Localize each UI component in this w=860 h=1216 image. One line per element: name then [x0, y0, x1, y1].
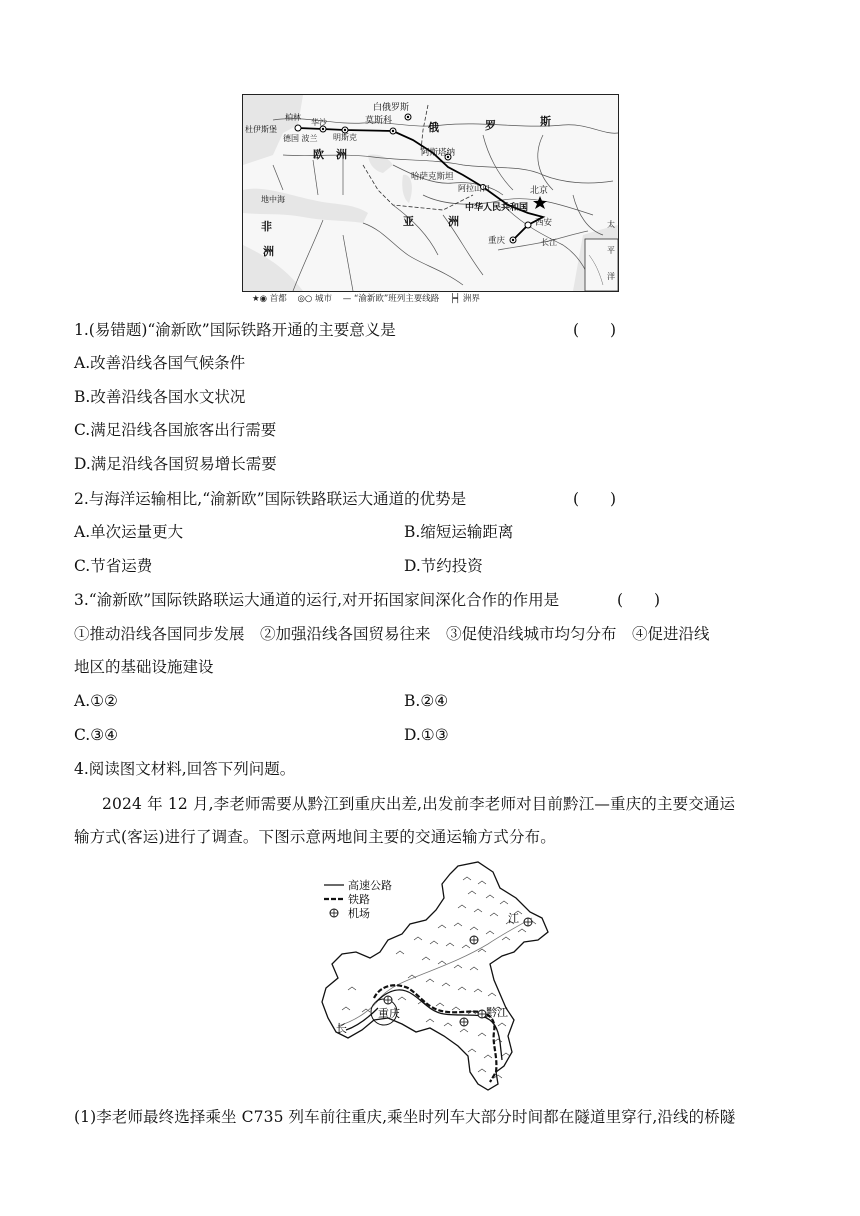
yuxinou-route-map — [242, 94, 619, 292]
question-1-answer-blank[interactable]: ( ) — [573, 321, 617, 339]
ural-boundary-line — [421, 105, 428, 150]
label-moscow: 莫斯科 — [365, 116, 393, 126]
duisburg-city-marker — [295, 125, 301, 131]
q3-option-a[interactable]: A.①② — [74, 692, 118, 710]
label-xian: 西安 — [535, 218, 553, 228]
label-yangtze: 长江 — [541, 238, 557, 247]
question-3-stem: 3.“渝新欧”国际铁路联运大通道的运行,对开拓国家间深化合作的作用是 — [74, 591, 560, 609]
label-chongqing: 重庆 — [488, 236, 506, 246]
label-europe-zhou: 洲 — [336, 148, 347, 161]
question-2-answer-blank[interactable]: ( ) — [573, 490, 617, 508]
label-kazakhstan: 哈萨克斯坦 — [411, 172, 454, 182]
label-mediterranean: 地中海 — [261, 195, 285, 204]
label-beijing: 北京 — [530, 186, 549, 196]
label-china: 中华人民共和国 — [465, 203, 529, 213]
q3-statements-line-2: 地区的基础设施建设 — [74, 658, 214, 676]
label-berlin: 柏林 — [285, 113, 301, 122]
q1-option-d[interactable]: D.满足沿线各国贸易增长需要 — [74, 455, 277, 473]
label-warsaw: 华沙 — [311, 118, 327, 127]
question-3-answer-blank[interactable]: ( ) — [617, 591, 661, 609]
q2-option-b[interactable]: B.缩短运输距离 — [404, 523, 514, 541]
legend-highway-label: 高速公路 — [348, 879, 392, 892]
legend-city: ◎○ 城市 — [297, 294, 333, 304]
black-sea — [368, 154, 393, 173]
legend-boundary: ┝┥ 洲界 — [449, 294, 480, 304]
question-1-stem: 1.(易错题)“渝新欧”国际铁路开通的主要意义是 — [74, 321, 396, 339]
q1-option-a[interactable]: A.改善沿线各国气候条件 — [74, 354, 246, 372]
label-alashankou: 阿拉山口 — [458, 184, 490, 193]
question-4-1-stem: (1)李老师最终选择乘坐 C735 列车前往重庆,乘坐时列车大部分时间都在隧道里穿行,沿线的桥隧 — [74, 1108, 736, 1126]
label-russia-e: 俄 — [428, 121, 439, 134]
label-chang: 长 — [336, 1022, 347, 1035]
label-pacific-tai: 太 — [607, 220, 615, 229]
q4-material-line-2: 输方式(客运)进行了调查。下图示意两地间主要的交通运输方式分布。 — [74, 828, 556, 846]
chongqing-transport-map — [318, 860, 554, 1092]
legend-railway-label: 铁路 — [348, 893, 370, 906]
mediterranean-sea — [243, 189, 368, 223]
yuxinou-railway-route — [298, 128, 543, 240]
xian-city-marker — [525, 222, 531, 228]
label-russia-luo: 罗 — [485, 119, 496, 132]
question-4-stem: 4.阅读图文材料,回答下列问题。 — [74, 760, 296, 778]
q3-option-c[interactable]: C.③④ — [74, 726, 119, 744]
label-europe-ou: 欧 — [313, 148, 324, 161]
q2-option-c[interactable]: C.节省运费 — [74, 557, 153, 575]
q3-option-d[interactable]: D.①③ — [404, 726, 449, 744]
legend-route: — “渝新欧”班列主要线路 — [342, 294, 440, 304]
q1-option-c[interactable]: C.满足沿线各国旅客出行需要 — [74, 421, 277, 439]
label-asia-ya: 亚 — [403, 215, 414, 228]
label-chongqing: 重庆 — [378, 1007, 400, 1020]
label-jiang: 江 — [508, 912, 519, 925]
q1-option-b[interactable]: B.改善沿线各国水文状况 — [74, 388, 246, 406]
legend-capital: ★◉ 首都 — [252, 294, 287, 304]
label-minsk: 明斯克 — [333, 133, 357, 142]
label-belarus: 白俄罗斯 — [373, 103, 410, 113]
transport-map-legend — [324, 878, 392, 920]
route-map-legend — [252, 292, 488, 304]
q2-option-d[interactable]: D.节约投资 — [404, 557, 483, 575]
q3-statements-line-1: ①推动沿线各国同步发展 ②加强沿线各国贸易往来 ③促使沿线城市均匀分布 ④促进沿线 — [74, 625, 710, 643]
label-germany-poland: 德国 波兰 — [283, 134, 318, 143]
label-russia-si: 斯 — [540, 115, 551, 128]
label-pacific-ping: 平 — [607, 246, 615, 255]
q3-option-b[interactable]: B.②④ — [404, 692, 449, 710]
label-duisburg: 杜伊斯堡 — [245, 125, 277, 134]
label-africa-fei: 非 — [261, 220, 272, 233]
label-pacific-yang: 洋 — [607, 272, 615, 281]
q2-option-a[interactable]: A.单次运量更大 — [74, 523, 184, 541]
label-qianjiang: 黔江 — [486, 1006, 508, 1019]
label-astana: 阿斯塔纳 — [421, 148, 456, 158]
legend-airport-label: 机场 — [348, 907, 370, 920]
beijing-star-marker — [533, 196, 547, 209]
label-asia-zhou: 洲 — [448, 215, 459, 228]
transport-map-graphic — [318, 860, 554, 1092]
label-africa-zhou: 洲 — [263, 245, 274, 258]
route-map-graphic — [243, 95, 618, 291]
question-2-stem: 2.与海洋运输相比,“渝新欧”国际铁路联运大通道的优势是 — [74, 490, 467, 508]
q4-material-line-1: 2024 年 12 月,李老师需要从黔江到重庆出差,出发前李老师对目前黔江—重庆的主要交通运 — [102, 795, 736, 813]
